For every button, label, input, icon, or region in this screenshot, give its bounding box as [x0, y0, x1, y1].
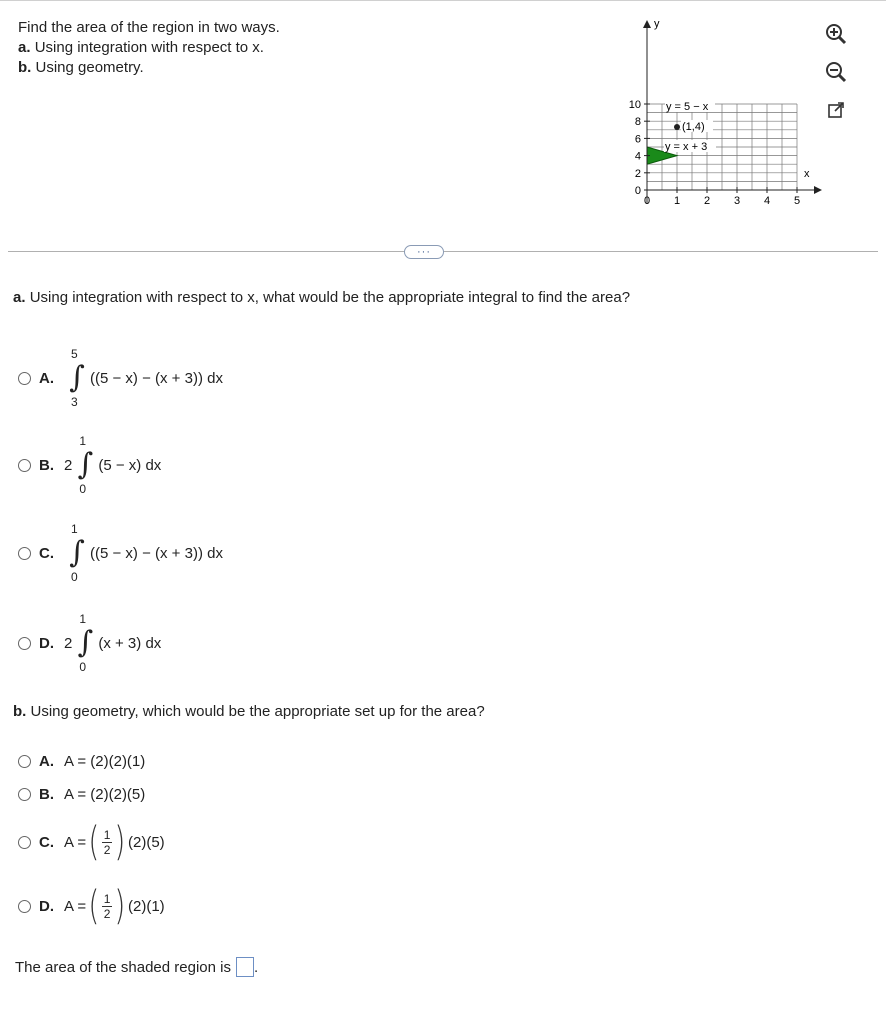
y-tick-label: 6 — [634, 133, 641, 146]
x-tick-label: 4 — [764, 195, 771, 207]
option-text: A = (2)(2)(5) — [64, 786, 146, 803]
point-label: (1,4) — [682, 121, 705, 133]
right-paren: ) — [114, 819, 126, 865]
option-d-integral[interactable] — [18, 612, 161, 674]
area-answer-input[interactable] — [236, 957, 254, 977]
curve-label-2: y = x + 3 — [665, 141, 708, 153]
lower-limit: 0 — [79, 660, 87, 674]
expression-suffix: (2)(1) — [128, 897, 165, 915]
left-paren: ( — [88, 883, 100, 929]
problem-prompt — [18, 18, 280, 78]
integral-expression — [64, 434, 161, 496]
y-tick-label: 8 — [634, 116, 641, 129]
upper-limit: 1 — [71, 522, 78, 536]
x-axis-arrow — [814, 186, 822, 194]
integrand: ((5 − x) − (x + 3)) dx — [90, 544, 223, 562]
coefficient: 2 — [64, 634, 73, 652]
prompt-text-a: Using integration with respect to x. — [34, 39, 264, 56]
integrand: (5 − x) dx — [98, 456, 162, 474]
x-tick-label: 5 — [794, 195, 801, 207]
integral-glyph: ∫ — [77, 447, 94, 482]
integral-sign — [74, 612, 96, 674]
option-letter: B. — [39, 456, 54, 474]
lower-limit: 0 — [79, 482, 87, 496]
prompt-line-2 — [18, 38, 280, 58]
coefficient: 2 — [64, 456, 73, 474]
upper-limit: 1 — [79, 612, 87, 626]
lower-limit: 3 — [71, 395, 78, 409]
radio-a[interactable] — [18, 372, 31, 385]
radio-c[interactable] — [18, 547, 31, 560]
denominator: 2 — [103, 842, 111, 857]
option-c-integral[interactable] — [18, 522, 223, 584]
option-b-geometry[interactable] — [18, 786, 145, 803]
radio-geo-d[interactable] — [18, 900, 31, 913]
prompt-text-b: Using geometry. — [35, 59, 144, 76]
integrand: (x + 3) dx — [98, 634, 162, 652]
part-b-letter: b. — [13, 703, 27, 720]
x-tick-label: 3 — [734, 195, 741, 207]
expression-suffix: (2)(5) — [128, 833, 165, 851]
option-b-integral[interactable] — [18, 434, 161, 496]
radio-b[interactable] — [18, 459, 31, 472]
y-tick-label: 0 — [634, 185, 641, 197]
option-a-integral[interactable] — [18, 347, 223, 409]
expand-more-button[interactable]: ··· — [404, 245, 444, 259]
geometry-expression — [64, 883, 165, 929]
top-border — [0, 0, 886, 1]
integral-glyph: ∫ — [69, 535, 85, 570]
zoom-in-icon[interactable] — [822, 20, 850, 48]
integral-sign — [66, 347, 88, 409]
expression-prefix: A = — [64, 897, 87, 915]
upper-limit: 1 — [79, 434, 87, 448]
option-d-geometry[interactable] — [18, 883, 165, 929]
option-letter: C. — [39, 544, 54, 562]
lower-limit: 0 — [71, 570, 78, 584]
zoom-out-icon[interactable] — [822, 58, 850, 86]
x-tick-label: 1 — [674, 195, 681, 207]
prompt-letter-a: a. — [18, 39, 31, 56]
numerator: 1 — [103, 827, 111, 842]
fraction — [102, 892, 113, 921]
numerator: 1 — [103, 891, 111, 906]
x-tick-label: 2 — [704, 195, 711, 207]
fraction — [102, 828, 113, 857]
graph-toolbar — [822, 20, 856, 134]
prompt-line-1: Find the area of the region in two ways. — [18, 19, 280, 36]
y-tick-label: 2 — [634, 167, 641, 180]
option-letter: D. — [39, 634, 54, 652]
x-axis-label: x — [804, 168, 810, 180]
option-letter: D. — [39, 897, 54, 915]
expression-prefix: A = — [64, 833, 87, 851]
left-paren: ( — [88, 819, 100, 865]
geometry-expression — [64, 819, 165, 865]
intersection-point — [674, 124, 680, 130]
integral-expression — [64, 612, 161, 674]
part-a-text: Using integration with respect to x, what would be the appropriate integral to find the area? — [29, 289, 631, 306]
part-a-letter: a. — [13, 289, 26, 306]
answer-line — [15, 957, 258, 977]
radio-d[interactable] — [18, 637, 31, 650]
integral-glyph: ∫ — [69, 360, 85, 395]
x-tick-label: 0 — [644, 195, 651, 207]
region-graph — [618, 14, 828, 214]
y-tick-label: 4 — [634, 150, 641, 163]
right-paren: ) — [114, 883, 126, 929]
option-letter: B. — [39, 786, 54, 803]
option-letter: A. — [39, 369, 54, 387]
integral-expression — [64, 522, 223, 584]
integral-expression — [64, 347, 223, 409]
denominator: 2 — [103, 906, 111, 921]
option-letter: A. — [39, 753, 54, 770]
answer-label: The area of the shaded region is — [15, 958, 231, 976]
part-b-question — [13, 703, 485, 720]
upper-limit: 5 — [71, 347, 78, 361]
option-letter: C. — [39, 833, 54, 851]
radio-geo-a[interactable] — [18, 755, 31, 768]
y-axis-arrow — [643, 20, 651, 28]
y-axis-label: y — [654, 18, 660, 30]
integrand: ((5 − x) − (x + 3)) dx — [90, 369, 223, 387]
option-text: A = (2)(2)(1) — [64, 753, 146, 770]
prompt-line-3 — [18, 58, 280, 78]
part-a-question — [13, 289, 630, 306]
radio-geo-c[interactable] — [18, 836, 31, 849]
integral-sign — [66, 522, 88, 584]
radio-geo-b[interactable] — [18, 788, 31, 801]
option-c-geometry[interactable] — [18, 819, 165, 865]
y-tick-label: 10 — [628, 99, 641, 111]
part-b-text: Using geometry, which would be the appropriate set up for the area? — [30, 703, 485, 720]
answer-period: . — [253, 958, 259, 976]
option-a-geometry[interactable] — [18, 753, 145, 770]
integral-sign — [74, 434, 96, 496]
prompt-letter-b: b. — [18, 59, 32, 76]
curve-label-1: y = 5 − x — [666, 101, 709, 113]
integral-glyph: ∫ — [77, 625, 94, 660]
popout-icon[interactable] — [822, 96, 850, 124]
